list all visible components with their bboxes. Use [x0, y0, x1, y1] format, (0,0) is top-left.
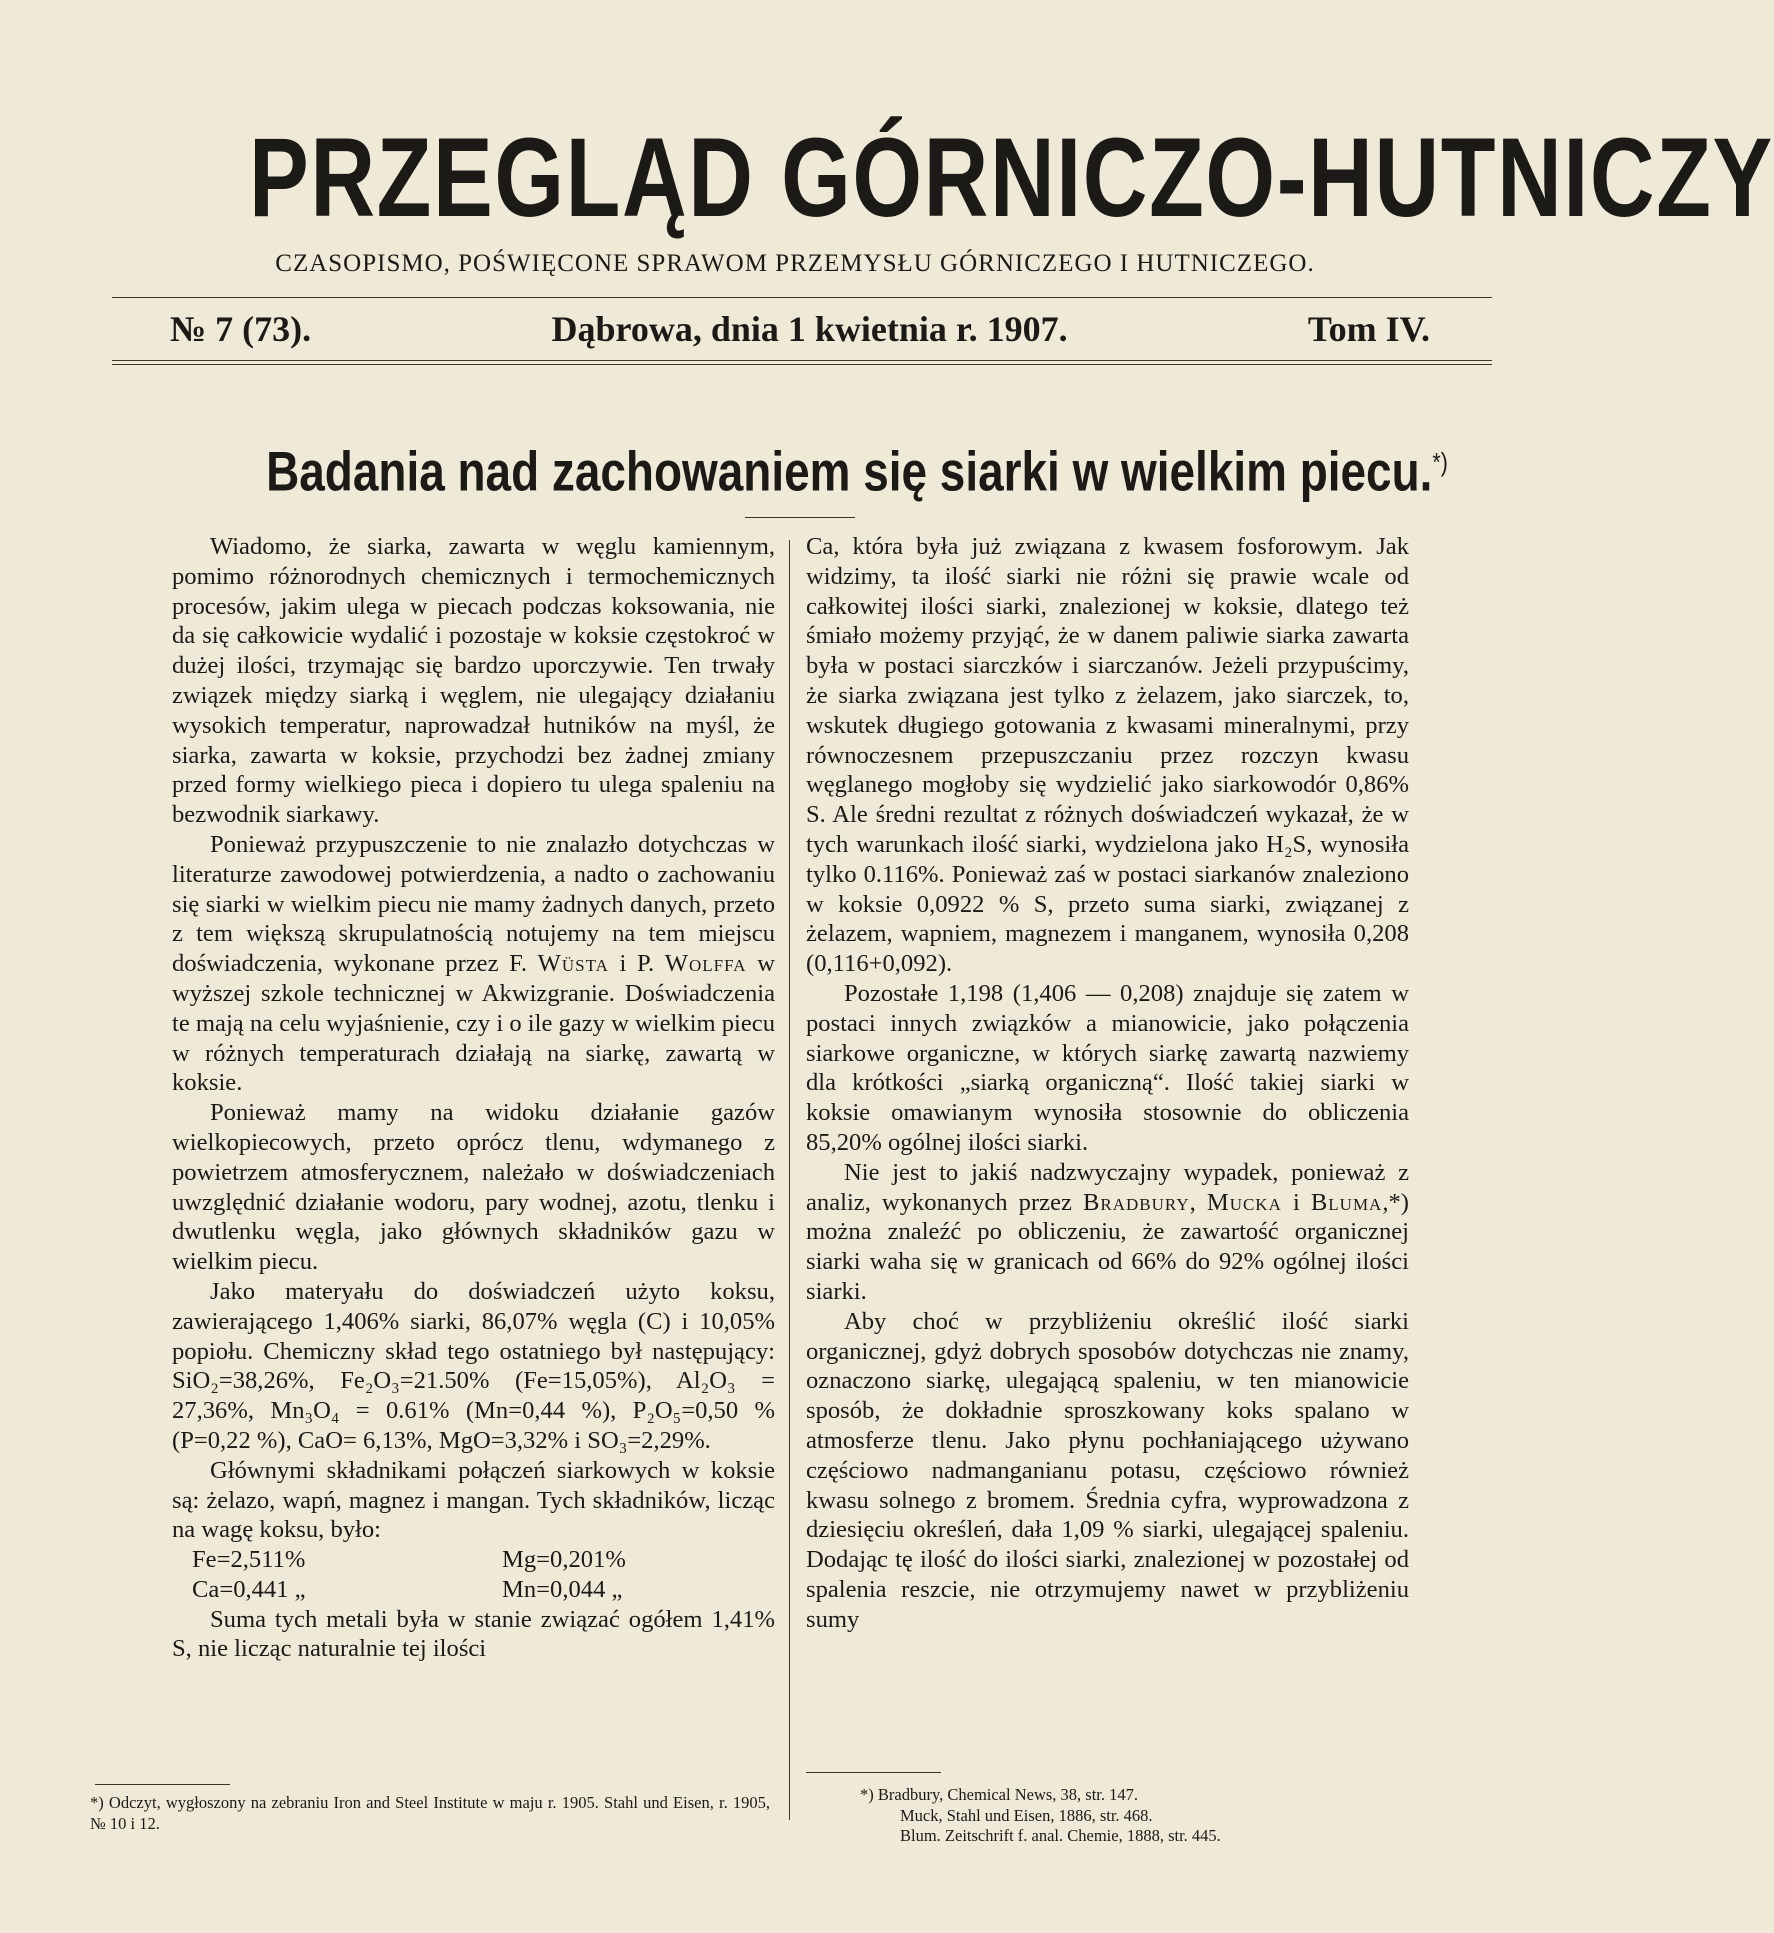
left-paragraph-3: Ponieważ mamy na widoku działanie gazów wielkopiecowych, przeto oprócz tlenu, wdymanego z powietrzem atmosferycznem, należało w doświadczeniach uwzględnić działanie wodoru, pary wodnej, azotu, tlenku i dwutlenku węgla, jako głównych składników gazu w wielkim piecu.: [172, 1099, 775, 1276]
metal-fe: Fe=2,511%: [192, 1546, 306, 1574]
footnote-rule-right: [806, 1772, 941, 1773]
author-bradbury: Bradbury: [1083, 1188, 1190, 1216]
left-paragraph-1: Wiadomo, że siarka, zawarta w węglu kamiennym, pomimo różnorodnych chemicznych i termochemicznych procesów, jakim ulega w piecach podczas koksowania, nie da się całkowicie wydalić i pozostaje w koksie częstokroć w dużej ilości, trzymając się bardzo uporczywie. Ten trwały związek między siarką i węglem, nie ulegający działaniu wysokich temperatur, naprowadzał hutników na myśl, że siarka, zawarta w koksie, przychodzi bez żadnej zmiany przed formy wielkiego pieca i dopiero tu ulega spaleniu na bezwodnik siarkawy.: [172, 533, 775, 829]
author-wust: Wüsta: [537, 950, 609, 978]
column-right: [806, 532, 1409, 1634]
metals-table: [172, 1545, 775, 1605]
footnote-left: *) Odczyt, wygłoszony na zebraniu Iron and Steel Institute w maju r. 1905. Stahl und Eisen, r. 1905, № 10 i 12.: [90, 1793, 770, 1833]
right-paragraph-3: Nie jest to jakiś nadzwyczajny wypadek, ponieważ z analiz, wykonanych przez Bradbury, Mucka i Bluma,*) można znaleźć po obliczeniu, że zawartość organicznej siarki waha się w granicach od 66% do 92% ogólnej ilości siarki.: [806, 1158, 1409, 1305]
footnote-bradbury: *) Bradbury, Chemical News, 38, str. 147.: [860, 1785, 1139, 1804]
column-left: [172, 532, 775, 1664]
column-separator: [789, 540, 790, 1820]
left-paragraph-2: Ponieważ przypuszczenie to nie znalazło dotychczas w literaturze zawodowej potwierdzenia, a nadto o zachowaniu się siarki w wielkim piecu nie mamy żadnych danych, przeto z tem większą skrupulatnością notujemy na tem miejscu doświadczenia, wykonane przez F. Wüsta i P. Wolffa w wyższej szkole technicznej w Akwizgranie. Doświadczenia te mają na celu wyjaśnienie, czy i o ile gazy w wielkim piecu w różnych temperaturach działają na siarkę, zawartą w koksie.: [172, 830, 776, 1097]
author-blum: Bluma: [1310, 1188, 1383, 1216]
masthead-rule-bottom: [112, 360, 1492, 365]
title-rule: [745, 517, 855, 518]
article-title-footnote-mark: *): [1432, 447, 1448, 477]
metal-ca: Ca=0,441 „: [192, 1575, 306, 1603]
metal-mn: Mn=0,044 „: [502, 1575, 623, 1603]
place-date: Dąbrowa, dnia 1 kwietnia r. 1907.: [551, 309, 1068, 349]
footnote-right: [860, 1785, 1460, 1847]
right-paragraph-4: Aby choć w przybliżeniu określić ilość siarki organicznej, gdyż dobrych sposobów dotychczas nie znamy, oznaczono siarkę, ulegającą spaleniu, w ten mianowicie sposób, że dokładnie sproszkowany koks spalano w atmosferze tlenu. Jako płynu pochłaniającego używano częściowo nadmanganianu potasu, częściowo również kwasu solnego z bromem. Średnia cyfra, wyprowadzona z dziesięciu określeń, dała 1,09 % siarki, ulegającej spaleniu. Dodając tę ilość do ilości siarki, znalezionej w pozostałej od spalenia reszcie, nie otrzymujemy nawet w przybliżeniu sumy: [806, 1307, 1409, 1633]
left-paragraph-6: Suma tych metali była w stanie związać ogółem 1,41% S, nie licząc naturalnie tej ilości: [172, 1605, 775, 1663]
volume: Tom IV.: [1307, 309, 1430, 349]
footnote-rule-left: [95, 1784, 230, 1785]
left-paragraph-5: Głównymi składnikami połączeń siarkowych w koksie są: żelazo, wapń, magnez i mangan. Tych składników, licząc na wagę koksu, było:: [172, 1456, 775, 1544]
footnote-blum: Blum. Zeitschrift f. anal. Chemie, 1888, str. 445.: [900, 1826, 1221, 1845]
metal-mg: Mg=0,201%: [502, 1546, 626, 1574]
right-paragraph-1: Ca, która była już związana z kwasem fosforowym. Jak widzimy, ta ilość siarki nie różni się prawie wcale od całkowitej ilości siarki, znalezionej w koksie, dlatego też śmiało możemy przyjąć, że w danem paliwie siarka zawarta była w postaci siarczków i siarczanów. Jeżeli przypuścimy, że siarka związana jest tylko z żelazem, jako siarczek, to, wskutek długiego gotowania z kwasami mineralnymi, przy równoczesnem przepuszczaniu przez rozczyn kwasu węglanego mogłoby się wydzielić jako siarkowodór 0,86% S. Ale średni rezultat z różnych doświadczeń wykazał, że w tych warunkach ilość siarki, wydzielona jako H₂S, wynosiła tylko 0.116%. Ponieważ zaś w postaci siarkanów znaleziono w koksie 0,0922 % S, przeto suma siarki, związanej z żelazem, wapniem, magnezem i manganem, wynosiła 0,208 (0,116+0,092).: [806, 533, 1409, 978]
issue-number: № 7 (73).: [170, 309, 312, 349]
author-muck: Mucka: [1206, 1188, 1282, 1216]
issue-line: [170, 308, 1430, 350]
article-title-text: Badania nad zachowaniem się siarki w wielkim piecu.: [266, 439, 1433, 503]
masthead-subtitle: CZASOPISMO, POŚWIĘCONE SPRAWOM PRZEMYSŁU GÓRNICZEGO I HUTNICZEGO.: [275, 250, 1315, 277]
masthead-title: PRZEGLĄD GÓRNICZO-HUTNICZY: [249, 115, 1774, 240]
left-paragraph-4: Jako materyału do doświadczeń użyto koksu, zawierającego 1,406% siarki, 86,07% węgla (C) i 10,05% popiołu. Chemiczny skład tego ostatniego był następujący: SiO₂=38,26%, Fe₂O₃=21.50% (Fe=15,05%), Al₂O₃ = 27,36%, Mn₃O₄ = 0.61% (Mn=0,44 %), P₂O₅=0,50 % (P=0,22 %), CaO= 6,13%, MgO=3,32% i SO₃=2,29%.: [172, 1277, 775, 1454]
author-wolff: Wolffa: [664, 950, 747, 978]
article-title: [266, 430, 1448, 504]
right-paragraph-2: Pozostałe 1,198 (1,406 — 0,208) znajduje się zatem w postaci innych związków a mianowicie, jako połączenia siarkowe organiczne, w których siarkę zawartą nazwiemy dla krótkości „siarką organiczną“. Ilość takiej siarki w koksie omawianym wynosiła stosownie do obliczenia 85,20% ogólnej ilości siarki.: [806, 979, 1409, 1156]
footnote-muck: Muck, Stahl und Eisen, 1886, str. 468.: [900, 1805, 1153, 1825]
masthead-rule-top: [112, 297, 1492, 298]
